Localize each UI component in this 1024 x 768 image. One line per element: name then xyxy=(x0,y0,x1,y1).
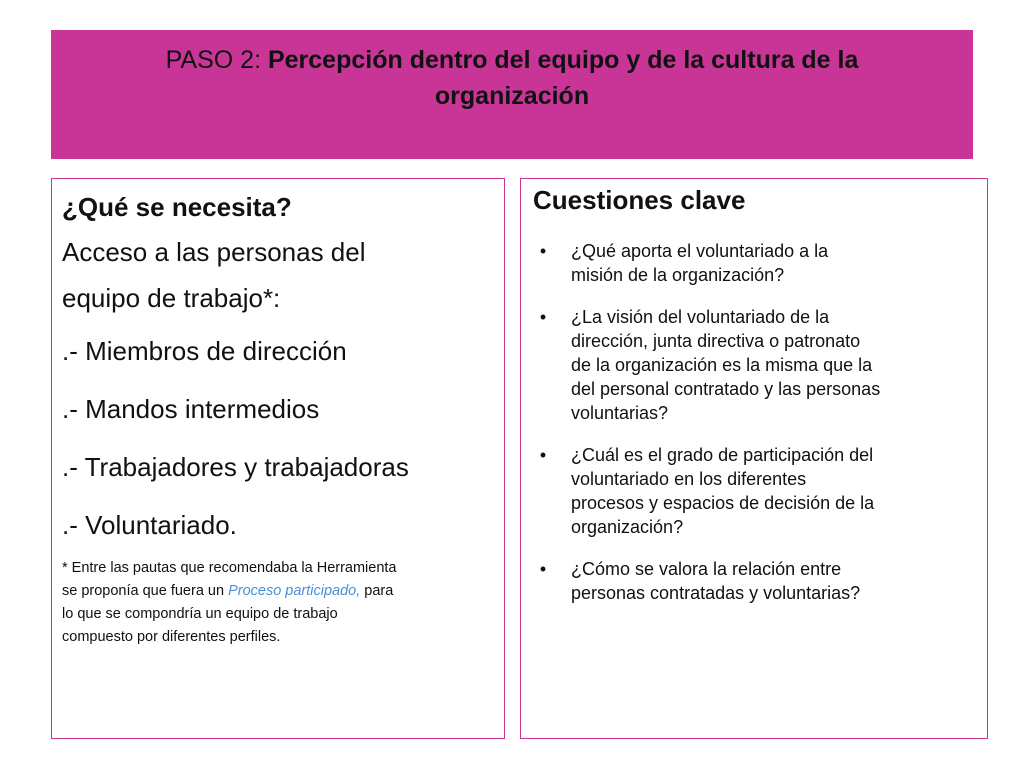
footnote-line: compuesto por diferentes perfiles. xyxy=(62,629,281,645)
question-line: de la organización es la misma que la xyxy=(571,355,873,375)
question-line: ¿Cuál es el grado de participación del xyxy=(571,445,874,465)
question-line: misión de la organización? xyxy=(571,265,785,285)
question-item xyxy=(533,443,975,539)
question-line: voluntariado en los diferentes xyxy=(571,469,807,489)
question-item xyxy=(533,305,975,425)
question-line: del personal contratado y las personas xyxy=(571,379,881,399)
question-line: dirección, junta directiva o patronato xyxy=(571,331,861,351)
question-line: personas contratadas y voluntarias? xyxy=(571,583,861,603)
questions-list xyxy=(533,239,975,605)
requirement-item: .- Trabajadores y trabajadoras xyxy=(62,452,409,482)
requirement-item: .- Mandos intermedios xyxy=(62,394,320,424)
question-item xyxy=(533,557,975,605)
footnote-line: lo que se compondría un equipo de trabajo xyxy=(62,606,338,622)
footnote-line: * Entre las pautas que recomendaba la Herramienta xyxy=(62,560,397,576)
question-line: ¿Cómo se valora la relación entre xyxy=(571,559,842,579)
question-line: voluntarias? xyxy=(571,403,669,423)
requirement-item: .- Voluntariado. xyxy=(62,510,237,540)
access-line-1: Acceso a las personas del xyxy=(62,237,366,267)
question-line: organización? xyxy=(571,517,684,537)
title-main: Percepción dentro del equipo y de la cultura de la xyxy=(267,46,859,74)
access-line-2: equipo de trabajo*: xyxy=(62,283,281,313)
question-line: procesos y espacios de decisión de la xyxy=(571,493,875,513)
footnote xyxy=(62,557,494,649)
requirement-item: .- Miembros de dirección xyxy=(62,336,347,366)
key-questions-panel xyxy=(520,178,988,739)
key-questions-heading: Cuestiones clave xyxy=(533,185,746,215)
requirements-panel xyxy=(51,178,505,739)
question-line: ¿La visión del voluntariado de la xyxy=(571,307,830,327)
question-item xyxy=(533,239,975,287)
footnote-line xyxy=(62,580,494,603)
question-line: ¿Qué aporta el voluntariado a la xyxy=(571,241,829,261)
access-text xyxy=(62,229,494,321)
bullet-icon: • xyxy=(539,445,547,465)
requirements-heading: ¿Qué se necesita? xyxy=(62,192,292,222)
title-line-1 xyxy=(51,42,973,78)
proceso-participado-text: Proceso participado, xyxy=(228,583,361,599)
footnote-text: para xyxy=(360,583,394,599)
title-prefix: PASO 2: xyxy=(165,46,268,74)
bullet-icon: • xyxy=(539,307,547,327)
bullet-icon: • xyxy=(539,559,547,579)
footnote-text: se proponía que fuera un xyxy=(62,583,229,599)
bullet-icon: • xyxy=(539,241,547,261)
title-line-2: organización xyxy=(434,82,590,110)
title-banner xyxy=(51,30,973,159)
